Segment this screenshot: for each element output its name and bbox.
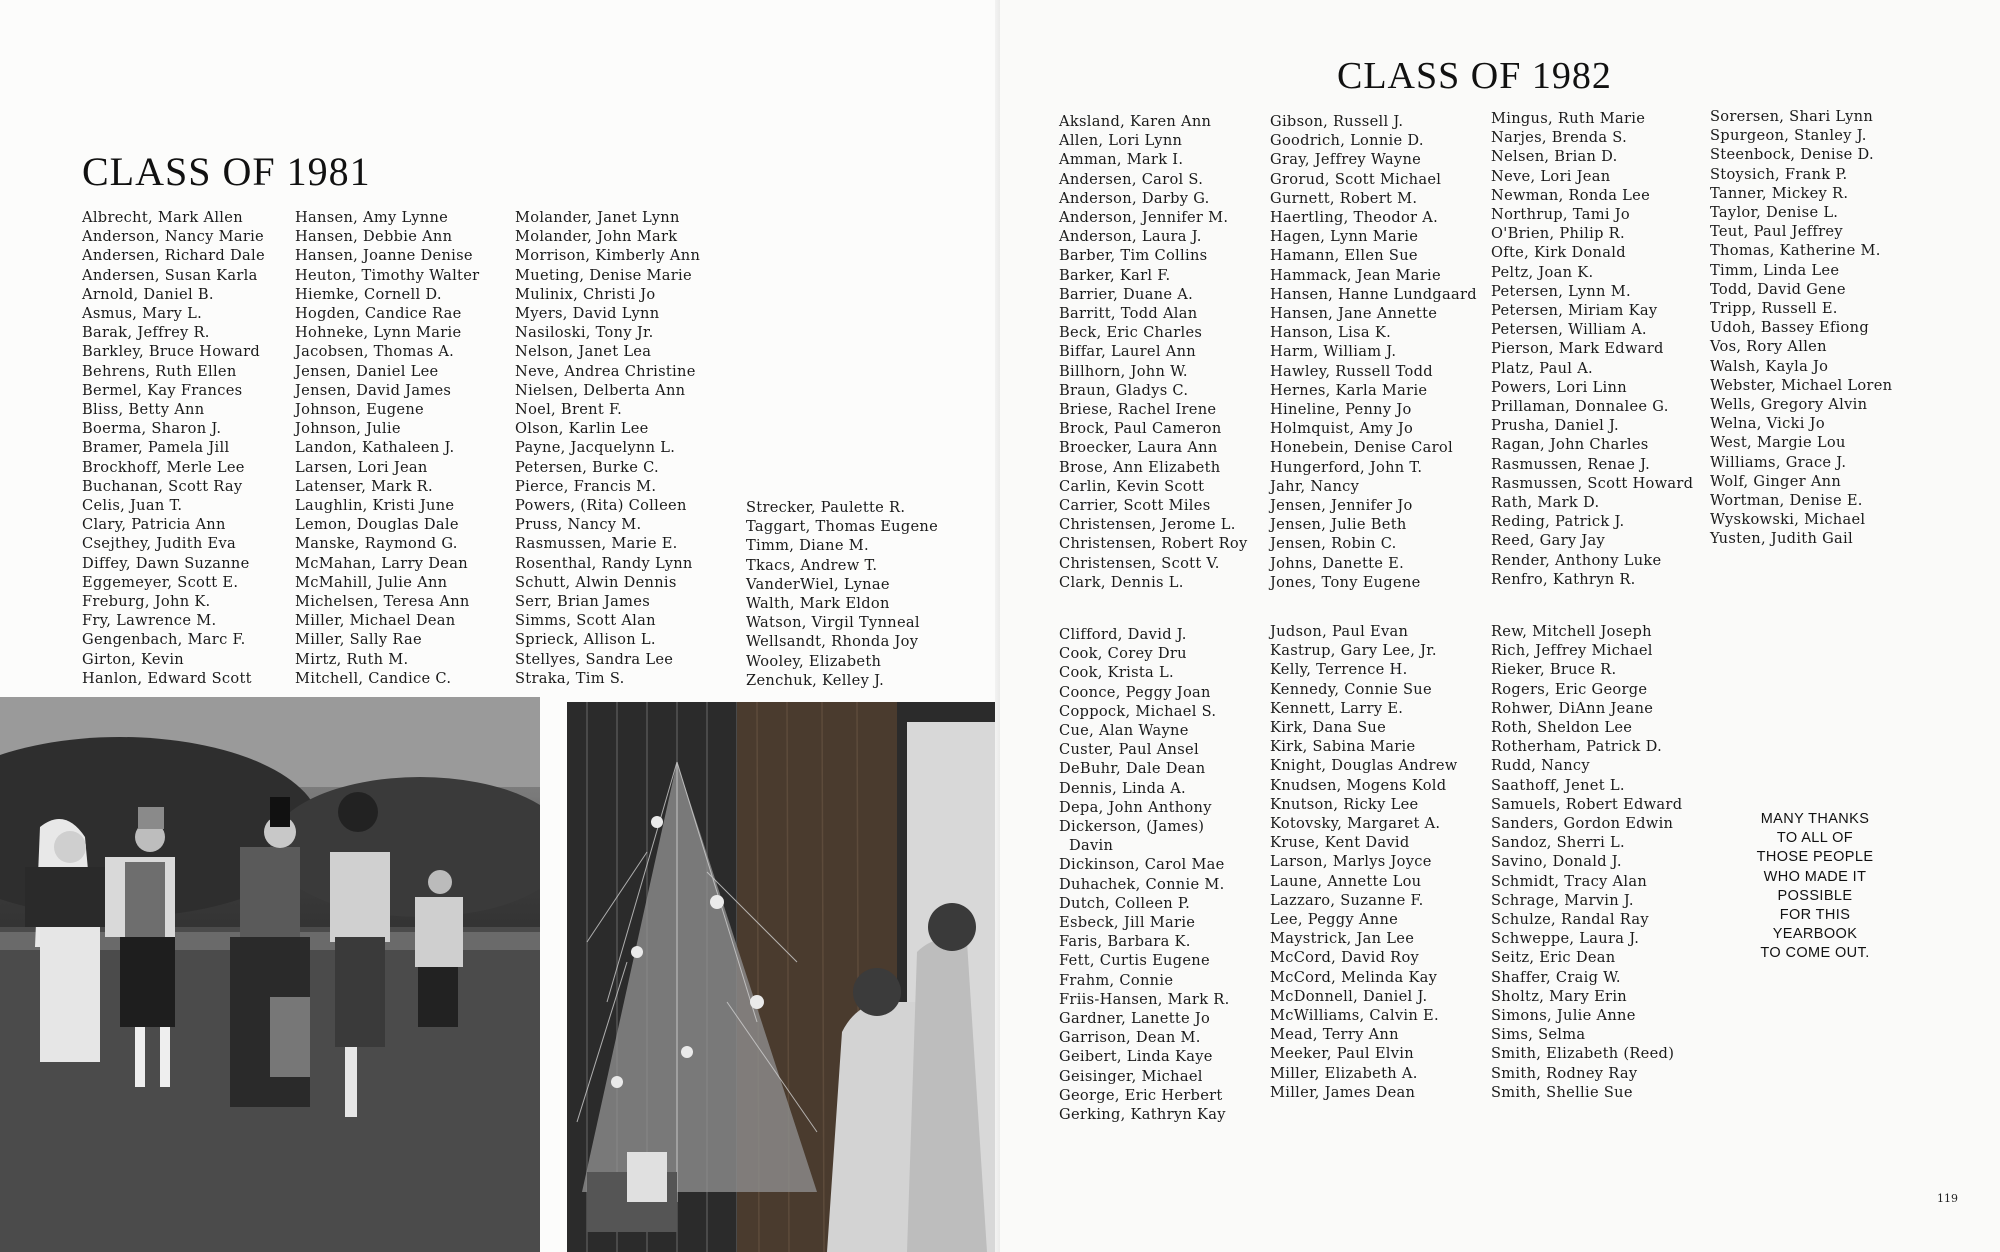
student-name: Briese, Rachel Irene xyxy=(1059,401,1217,419)
student-name: Ofte, Kirk Donald xyxy=(1491,244,1626,262)
student-name: Hammack, Jean Marie xyxy=(1270,266,1441,284)
student-name: Jensen, Robin C. xyxy=(1270,535,1397,553)
student-name: Yusten, Judith Gail xyxy=(1710,530,1853,548)
student-name: Honebein, Denise Carol xyxy=(1270,439,1453,457)
student-name: Vos, Rory Allen xyxy=(1710,338,1827,356)
student-name: Dennis, Linda A. xyxy=(1059,779,1186,797)
student-name: Serr, Brian James xyxy=(515,593,650,611)
student-name: Petersen, Lynn M. xyxy=(1491,282,1631,300)
student-name: Christensen, Scott V. xyxy=(1059,554,1220,572)
student-name: Friis-Hansen, Mark R. xyxy=(1059,990,1230,1008)
student-name: Davin xyxy=(1069,837,1114,855)
student-name: Gardner, Lanette Jo xyxy=(1059,1010,1211,1028)
student-name: Broecker, Laura Ann xyxy=(1059,439,1218,457)
student-name: Barak, Jeffrey R. xyxy=(82,324,210,342)
student-name: Strecker, Paulette R. xyxy=(746,499,906,516)
class-1982-column-7 xyxy=(1491,622,1682,1102)
student-name: Geibert, Linda Kaye xyxy=(1059,1048,1213,1066)
christmas-tree-illustration xyxy=(567,702,997,1252)
class-1982-column-4 xyxy=(1710,107,1892,549)
student-name: McMahill, Julie Ann xyxy=(295,573,448,591)
student-name: Behrens, Ruth Ellen xyxy=(82,362,237,380)
student-name: Welna, Vicki Jo xyxy=(1710,415,1825,433)
student-name: Anderson, Jennifer M. xyxy=(1059,209,1229,227)
student-name: Sprieck, Allison L. xyxy=(515,631,656,649)
student-name: Braun, Gladys C. xyxy=(1059,381,1189,399)
student-name: Smith, Elizabeth (Reed) xyxy=(1491,1045,1675,1063)
student-name: Kastrup, Gary Lee, Jr. xyxy=(1270,642,1437,660)
student-name: Faris, Barbara K. xyxy=(1059,933,1191,951)
student-name: Olson, Karlin Lee xyxy=(515,420,649,438)
student-name: Prusha, Daniel J. xyxy=(1491,417,1619,435)
student-name: Schmidt, Tracy Alan xyxy=(1491,872,1648,890)
student-name: Kotovsky, Margaret A. xyxy=(1270,815,1441,833)
student-name: Coonce, Peggy Joan xyxy=(1059,683,1211,701)
student-name: Rosenthal, Randy Lynn xyxy=(515,554,693,572)
student-name: Holmquist, Amy Jo xyxy=(1270,420,1414,438)
student-name: Schrage, Marvin J. xyxy=(1491,891,1634,909)
student-name: Render, Anthony Luke xyxy=(1491,551,1662,569)
student-name: Anderson, Laura J. xyxy=(1059,228,1202,246)
student-name: Girton, Kevin xyxy=(82,650,184,668)
thanks-message xyxy=(1735,810,1895,964)
student-name: Timm, Linda Lee xyxy=(1710,261,1840,279)
student-name: Csejthey, Judith Eva xyxy=(82,535,237,553)
student-name: Johnson, Julie xyxy=(295,420,401,438)
student-name: Rotherham, Patrick D. xyxy=(1491,738,1663,756)
student-name: Molander, Janet Lynn xyxy=(515,209,680,226)
student-name: Neve, Andrea Christine xyxy=(515,362,696,380)
student-name: Petersen, William A. xyxy=(1491,321,1647,339)
student-name: Amman, Mark I. xyxy=(1059,151,1184,169)
student-name: Narjes, Brenda S. xyxy=(1491,129,1628,147)
student-name: Carrier, Scott Miles xyxy=(1059,497,1211,515)
student-name: Newman, Ronda Lee xyxy=(1491,186,1651,204)
student-name: Thomas, Katherine M. xyxy=(1710,242,1881,260)
student-name: Simms, Scott Alan xyxy=(515,612,656,630)
student-name: Mirtz, Ruth M. xyxy=(295,650,409,668)
class-1982-column-1 xyxy=(1059,112,1248,592)
student-name: Mead, Terry Ann xyxy=(1270,1026,1399,1044)
student-name: Gray, Jeffrey Wayne xyxy=(1270,151,1422,169)
student-name: Brockhoff, Merle Lee xyxy=(82,458,245,476)
student-name: Kennedy, Connie Sue xyxy=(1270,680,1432,698)
student-name: Hanson, Lisa K. xyxy=(1270,324,1392,342)
student-name: Clark, Dennis L. xyxy=(1059,573,1184,591)
student-name: Cue, Alan Wayne xyxy=(1059,722,1189,740)
student-name: Coppock, Michael S. xyxy=(1059,702,1217,720)
student-name: Tripp, Russell E. xyxy=(1710,300,1838,318)
student-name: Simons, Julie Anne xyxy=(1491,1007,1636,1025)
student-name: Shaffer, Craig W. xyxy=(1491,968,1621,986)
student-name: Hernes, Karla Marie xyxy=(1270,381,1428,399)
student-name: Mitchell, Candice C. xyxy=(295,669,452,687)
thanks-line: MANY THANKS xyxy=(1760,811,1870,827)
student-name: Wolf, Ginger Ann xyxy=(1710,472,1842,490)
student-name: Clifford, David J. xyxy=(1059,626,1187,643)
student-name: Rew, Mitchell Joseph xyxy=(1491,623,1652,640)
student-name: Miller, Sally Rae xyxy=(295,631,422,649)
thanks-line: THOSE PEOPLE xyxy=(1756,849,1874,866)
student-name: Morrison, Kimberly Ann xyxy=(515,247,701,265)
student-name: Walsh, Kayla Jo xyxy=(1710,357,1829,375)
student-name: Andersen, Richard Dale xyxy=(82,247,265,265)
student-name: Jahr, Nancy xyxy=(1270,477,1360,495)
student-name: Boerma, Sharon J. xyxy=(82,420,222,438)
student-name: Zenchuk, Kelley J. xyxy=(746,671,885,689)
thanks-line: TO ALL OF xyxy=(1776,830,1854,847)
student-name: Freburg, John K. xyxy=(82,593,211,611)
student-name: Andersen, Carol S. xyxy=(1059,170,1204,188)
class-1982-column-2 xyxy=(1270,112,1477,592)
student-name: Wells, Gregory Alvin xyxy=(1710,396,1868,414)
thanks-line: WHO MADE IT xyxy=(1763,868,1867,885)
thanks-line: TO COME OUT. xyxy=(1760,945,1870,962)
student-name: Lemon, Douglas Dale xyxy=(295,516,459,534)
student-name: Judson, Paul Evan xyxy=(1270,623,1409,640)
student-name: Wellsandt, Rhonda Joy xyxy=(746,633,919,651)
student-name: Roth, Sheldon Lee xyxy=(1491,719,1633,737)
student-name: Webster, Michael Loren xyxy=(1710,376,1893,394)
student-name: Rasmussen, Scott Howard xyxy=(1491,474,1694,492)
class-of-1982-title: CLASS OF 1982 xyxy=(1337,55,1612,97)
student-name: Miller, Elizabeth A. xyxy=(1270,1064,1418,1082)
student-name: Albrecht, Mark Allen xyxy=(82,209,243,226)
student-name: Powers, (Rita) Colleen xyxy=(515,497,687,515)
student-name: Andersen, Susan Karla xyxy=(82,266,258,284)
student-name: Williams, Grace J. xyxy=(1710,453,1847,471)
student-name: Mulinix, Christi Jo xyxy=(515,285,656,303)
student-name: Miller, James Dean xyxy=(1270,1083,1416,1101)
student-name: Latenser, Mark R. xyxy=(295,477,433,495)
student-name: Rasmussen, Renae J. xyxy=(1491,455,1651,473)
student-name: Landon, Kathaleen J. xyxy=(295,439,455,457)
student-name: Allen, Lori Lynn xyxy=(1059,132,1183,150)
student-name: Gerking, Kathryn Kay xyxy=(1059,1106,1226,1124)
folk-costume-illustration xyxy=(0,697,540,1252)
student-name: Rohwer, DiAnn Jeane xyxy=(1491,699,1654,717)
student-name: Smith, Rodney Ray xyxy=(1491,1064,1638,1082)
student-name: Seitz, Eric Dean xyxy=(1491,949,1616,967)
student-name: McMahan, Larry Dean xyxy=(295,554,468,572)
class-1981-column-1 xyxy=(82,208,265,688)
student-name: Goodrich, Lonnie D. xyxy=(1270,132,1424,150)
student-name: Buchanan, Scott Ray xyxy=(82,477,243,495)
student-name: Manske, Raymond G. xyxy=(295,535,458,553)
student-name: Powers, Lori Linn xyxy=(1491,378,1627,396)
student-name: Meeker, Paul Elvin xyxy=(1270,1045,1414,1063)
student-name: Hanlon, Edward Scott xyxy=(82,669,252,687)
student-name: Nelson, Janet Lea xyxy=(515,343,652,361)
student-name: Carlin, Kevin Scott xyxy=(1059,477,1205,495)
student-name: Christensen, Robert Roy xyxy=(1059,535,1248,553)
thanks-line: FOR THIS xyxy=(1779,907,1851,924)
student-name: Wortman, Denise E. xyxy=(1710,492,1863,510)
student-name: Rieker, Bruce R. xyxy=(1491,661,1617,679)
student-name: Maystrick, Jan Lee xyxy=(1270,930,1415,948)
student-name: Smith, Shellie Sue xyxy=(1491,1083,1633,1101)
student-name: Barritt, Todd Alan xyxy=(1059,305,1198,323)
student-name: Hagen, Lynn Marie xyxy=(1270,228,1419,246)
student-name: Barber, Tim Collins xyxy=(1059,247,1208,265)
student-name: Kennett, Larry E. xyxy=(1270,699,1404,717)
student-name: Timm, Diane M. xyxy=(746,537,869,555)
student-name: Barker, Karl F. xyxy=(1059,266,1171,284)
student-name: Taggart, Thomas Eugene xyxy=(746,518,939,536)
student-name: Garrison, Dean M. xyxy=(1059,1029,1201,1047)
student-name: Heuton, Timothy Walter xyxy=(295,266,480,284)
student-name: Billhorn, John W. xyxy=(1059,362,1188,380)
student-name: Hawley, Russell Todd xyxy=(1270,362,1433,380)
student-name: Knudsen, Mogens Kold xyxy=(1270,776,1447,794)
student-name: Stoysich, Frank P. xyxy=(1710,165,1848,183)
student-name: Brose, Ann Elizabeth xyxy=(1059,458,1221,476)
student-name: Dickerson, (James) xyxy=(1059,818,1205,836)
student-name: Rath, Mark D. xyxy=(1491,494,1600,512)
student-name: Kirk, Dana Sue xyxy=(1270,719,1387,737)
student-name: Payne, Jacquelynn L. xyxy=(515,439,676,457)
student-name: West, Margie Lou xyxy=(1710,434,1846,452)
student-name: Diffey, Dawn Suzanne xyxy=(82,554,250,572)
student-name: Mueting, Denise Marie xyxy=(515,266,692,284)
student-name: Hohneke, Lynn Marie xyxy=(295,324,462,342)
student-name: McCord, David Roy xyxy=(1270,949,1420,967)
student-name: Schulze, Randal Ray xyxy=(1491,911,1649,929)
student-name: Esbeck, Jill Marie xyxy=(1059,914,1196,932)
student-name: Stellyes, Sandra Lee xyxy=(515,650,674,668)
student-name: Sholtz, Mary Erin xyxy=(1491,987,1627,1005)
student-name: Christensen, Jerome L. xyxy=(1059,516,1236,534)
student-name: Teut, Paul Jeffrey xyxy=(1710,223,1843,241)
student-name: Larsen, Lori Jean xyxy=(295,458,428,476)
student-name: Spurgeon, Stanley J. xyxy=(1710,127,1867,145)
class-1981-column-2 xyxy=(295,208,479,688)
student-name: McCord, Melinda Kay xyxy=(1270,968,1438,986)
student-name: George, Eric Herbert xyxy=(1059,1086,1223,1104)
student-name: Straka, Tim S. xyxy=(515,669,625,687)
student-name: Bliss, Betty Ann xyxy=(82,401,205,419)
student-name: Rogers, Eric George xyxy=(1491,680,1648,698)
student-name: Biffar, Laurel Ann xyxy=(1059,343,1196,361)
student-name: Duhachek, Connie M. xyxy=(1059,875,1225,893)
class-1982-column-3 xyxy=(1491,109,1693,589)
student-name: Prillaman, Donnalee G. xyxy=(1491,398,1669,416)
student-name: Lazzaro, Suzanne F. xyxy=(1270,891,1424,909)
student-name: Bermel, Kay Frances xyxy=(82,381,243,399)
student-name: Petersen, Miriam Kay xyxy=(1491,302,1658,320)
student-name: Custer, Paul Ansel xyxy=(1059,741,1199,759)
student-name: Sims, Selma xyxy=(1491,1026,1586,1044)
student-name: Walth, Mark Eldon xyxy=(746,595,890,613)
student-name: Mingus, Ruth Marie xyxy=(1491,110,1646,127)
student-name: Wooley, Elizabeth xyxy=(746,652,882,670)
student-name: Reding, Patrick J. xyxy=(1491,513,1625,531)
folk-costume-photo xyxy=(0,697,540,1252)
student-name: Fry, Lawrence M. xyxy=(82,612,217,630)
student-name: Kelly, Terrence H. xyxy=(1270,661,1408,679)
student-name: Cook, Krista L. xyxy=(1059,664,1174,682)
student-name: Anderson, Nancy Marie xyxy=(82,228,264,246)
student-name: Sanders, Gordon Edwin xyxy=(1491,815,1674,833)
student-name: Anderson, Darby G. xyxy=(1059,189,1210,207)
thanks-line: POSSIBLE xyxy=(1777,887,1853,904)
student-name: Asmus, Mary L. xyxy=(82,305,203,323)
class-of-1981-title: CLASS OF 1981 xyxy=(82,149,371,194)
student-name: Jones, Tony Eugene xyxy=(1270,573,1421,591)
christmas-tree-photo xyxy=(567,702,997,1252)
student-name: Savino, Donald J. xyxy=(1491,853,1622,871)
student-name: Dickinson, Carol Mae xyxy=(1059,856,1225,874)
student-name: Gengenbach, Marc F. xyxy=(82,631,246,649)
student-name: Steenbock, Denise D. xyxy=(1710,146,1874,164)
student-name: Renfro, Kathryn R. xyxy=(1491,570,1636,588)
student-name: Geisinger, Michael xyxy=(1059,1067,1203,1085)
student-name: Taylor, Denise L. xyxy=(1710,204,1839,222)
student-name: Hansen, Hanne Lundgaard xyxy=(1270,285,1477,303)
student-name: Ragan, John Charles xyxy=(1491,436,1649,454)
student-name: Rudd, Nancy xyxy=(1491,757,1590,775)
student-name: Brock, Paul Cameron xyxy=(1059,420,1222,438)
student-name: Hamann, Ellen Sue xyxy=(1270,247,1418,265)
student-name: Knutson, Ricky Lee xyxy=(1270,795,1419,813)
student-name: Jensen, Julie Beth xyxy=(1270,516,1407,534)
student-name: Reed, Gary Jay xyxy=(1491,532,1606,550)
student-name: Hansen, Jane Annette xyxy=(1270,305,1438,323)
student-name: Johnson, Eugene xyxy=(295,401,424,419)
student-name: Gibson, Russell J. xyxy=(1270,113,1404,130)
student-name: McWilliams, Calvin E. xyxy=(1270,1007,1439,1025)
student-name: Gurnett, Robert M. xyxy=(1270,189,1418,207)
student-name: Laune, Annette Lou xyxy=(1270,872,1422,890)
student-name: Jensen, David James xyxy=(295,381,452,399)
student-name: Tkacs, Andrew T. xyxy=(746,556,878,574)
student-name: Beck, Eric Charles xyxy=(1059,324,1203,342)
student-name: Larson, Marlys Joyce xyxy=(1270,853,1432,871)
student-name: Nelsen, Brian D. xyxy=(1491,148,1618,166)
student-name: Clary, Patricia Ann xyxy=(82,516,226,534)
student-name: Bramer, Pamela Jill xyxy=(82,439,230,457)
student-name: Hansen, Amy Lynne xyxy=(295,209,449,226)
page-number: 119 xyxy=(1937,1192,1958,1205)
student-name: Sandoz, Sherri L. xyxy=(1491,834,1625,852)
student-name: Pierson, Mark Edward xyxy=(1491,340,1664,358)
student-name: VanderWiel, Lynae xyxy=(746,575,890,593)
student-name: Barkley, Bruce Howard xyxy=(82,343,261,361)
student-name: Knight, Douglas Andrew xyxy=(1270,757,1458,775)
student-name: Haertling, Theodor A. xyxy=(1270,209,1439,227)
student-name: Myers, David Lynn xyxy=(515,305,660,323)
thanks-line: YEARBOOK xyxy=(1772,926,1858,943)
student-name: Tanner, Mickey R. xyxy=(1710,184,1849,202)
student-name: Frahm, Connie xyxy=(1059,971,1174,989)
student-name: Watson, Virgil Tynneal xyxy=(746,614,920,632)
student-name: Schutt, Alwin Dennis xyxy=(515,573,677,591)
student-name: Pruss, Nancy M. xyxy=(515,516,642,534)
student-name: Saathoff, Jenet L. xyxy=(1491,776,1625,794)
student-name: Schweppe, Laura J. xyxy=(1491,930,1640,948)
student-name: Rasmussen, Marie E. xyxy=(515,535,678,553)
class-1982-column-6 xyxy=(1270,622,1458,1102)
student-name: Jacobsen, Thomas A. xyxy=(295,343,455,361)
student-name: Jensen, Jennifer Jo xyxy=(1270,497,1413,515)
student-name: Harm, William J. xyxy=(1270,343,1397,361)
student-name: Samuels, Robert Edward xyxy=(1491,795,1683,813)
student-name: Fett, Curtis Eugene xyxy=(1059,952,1210,970)
student-name: Udoh, Bassey Efiong xyxy=(1710,319,1869,337)
class-1981-column-4 xyxy=(746,498,938,690)
student-name: Michelsen, Teresa Ann xyxy=(295,593,470,611)
student-name: Noel, Brent F. xyxy=(515,401,623,419)
student-name: Todd, David Gene xyxy=(1710,280,1846,298)
student-name: Aksland, Karen Ann xyxy=(1059,113,1212,130)
student-name: Dutch, Colleen P. xyxy=(1059,894,1191,912)
student-name: Northrup, Tami Jo xyxy=(1491,206,1630,224)
student-name: Hansen, Joanne Denise xyxy=(295,247,473,265)
student-name: Eggemeyer, Scott E. xyxy=(82,573,239,591)
student-name: Kirk, Sabina Marie xyxy=(1270,738,1416,756)
student-name: Neve, Lori Jean xyxy=(1491,167,1611,185)
student-name: Peltz, Joan K. xyxy=(1491,263,1594,281)
student-name: Arnold, Daniel B. xyxy=(82,285,214,303)
student-name: Hogden, Candice Rae xyxy=(295,305,462,323)
student-name: Nielsen, Delberta Ann xyxy=(515,381,686,399)
class-1982-column-5 xyxy=(1059,625,1230,1124)
student-name: Petersen, Burke C. xyxy=(515,458,659,476)
student-name: Laughlin, Kristi June xyxy=(295,497,455,515)
student-name: Nasiloski, Tony Jr. xyxy=(515,324,654,342)
student-name: Grorud, Scott Michael xyxy=(1270,170,1442,188)
student-name: Cook, Corey Dru xyxy=(1059,645,1187,663)
student-name: Hiemke, Cornell D. xyxy=(295,285,442,303)
student-name: Celis, Juan T. xyxy=(82,497,183,515)
student-name: Hansen, Debbie Ann xyxy=(295,228,453,246)
student-name: DeBuhr, Dale Dean xyxy=(1059,760,1206,778)
student-name: Pierce, Francis M. xyxy=(515,477,657,495)
student-name: O'Brien, Philip R. xyxy=(1491,225,1625,243)
student-name: Miller, Michael Dean xyxy=(295,612,456,630)
student-name: Depa, John Anthony xyxy=(1059,798,1212,816)
student-name: Kruse, Kent David xyxy=(1270,834,1410,852)
student-name: Hungerford, John T. xyxy=(1270,458,1423,476)
student-name: Wyskowski, Michael xyxy=(1710,511,1866,529)
student-name: Molander, John Mark xyxy=(515,228,678,246)
student-name: Sorersen, Shari Lynn xyxy=(1710,108,1874,125)
student-name: Hineline, Penny Jo xyxy=(1270,401,1412,419)
student-name: Platz, Paul A. xyxy=(1491,359,1593,377)
student-name: Rich, Jeffrey Michael xyxy=(1491,642,1653,660)
student-name: Johns, Danette E. xyxy=(1270,554,1405,572)
class-1981-column-3 xyxy=(515,208,700,688)
student-name: McDonnell, Daniel J. xyxy=(1270,987,1428,1005)
student-name: Lee, Peggy Anne xyxy=(1270,911,1399,929)
student-name: Barrier, Duane A. xyxy=(1059,285,1194,303)
student-name: Jensen, Daniel Lee xyxy=(295,362,439,380)
